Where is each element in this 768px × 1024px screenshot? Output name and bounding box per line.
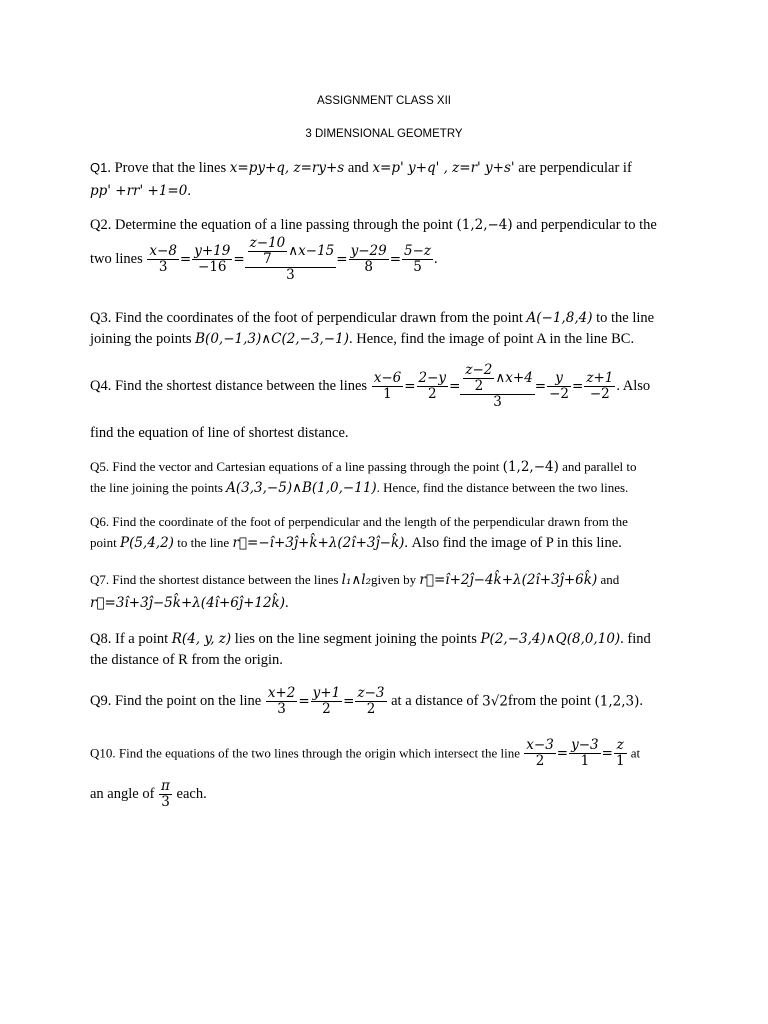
- fraction-part: 2: [366, 701, 376, 717]
- math-expression: R(4, y, z): [171, 631, 232, 647]
- question-text: the distance of R from the origin.: [90, 652, 283, 668]
- math-expression: P(5,4,2): [119, 535, 174, 551]
- fraction-part: 3: [493, 394, 502, 410]
- fraction-part: 2: [322, 701, 331, 717]
- question-7-line-1: [90, 572, 619, 588]
- fraction: [266, 686, 298, 717]
- question-text: are perpendicular if: [514, 160, 632, 176]
- fraction-part: 2: [428, 386, 437, 402]
- fraction: [614, 738, 627, 769]
- question-1-line-2: [90, 183, 191, 200]
- question-text: .: [434, 251, 438, 267]
- fraction: [311, 686, 343, 717]
- math-expression: pp' +rr' +1=0: [90, 183, 188, 199]
- fraction-part: 2−y: [418, 370, 447, 386]
- fraction: [349, 244, 389, 275]
- question-3-line-2: [90, 331, 634, 348]
- question-text: . Also find the image of P in this line.: [404, 535, 622, 551]
- question-text: at a distance of: [387, 693, 483, 709]
- question-text: . Find the shortest distance between the lines: [107, 378, 371, 394]
- fraction-part: y+1: [312, 685, 341, 701]
- fraction: [524, 738, 556, 769]
- question-text: . find: [620, 631, 651, 647]
- question-3-line-1: [90, 310, 654, 327]
- question-text: . Hence, find the image of point A in the line BC.: [348, 331, 635, 347]
- fraction-part: ∧x+4: [495, 370, 533, 386]
- fraction-part: 1: [615, 753, 625, 769]
- question-4-line-2: [90, 425, 349, 442]
- math-expression: x=py+q, z=ry+s: [229, 160, 345, 176]
- fraction: [584, 371, 615, 402]
- fraction-part: z−10: [249, 235, 286, 251]
- question-10-line-2: [90, 779, 207, 810]
- question-text: . Find the equations of the two lines through the origin which intersect the line: [112, 745, 524, 761]
- question-6-line-2: [90, 535, 622, 552]
- question-7-line-2: [90, 595, 289, 612]
- math-expression: (1,2,3): [594, 693, 640, 710]
- question-4-line-1: Q4. Find the shortest distance between the lines $\frac{x-6}{1}$ = $\frac{2-y}{2}$ = $\frac{z-2}{2}$ ∧x+4 3 = $\frac{y}{-2}$ = $\frac{z+1}{-2}$ . Also: [90, 362, 651, 410]
- math-expression: l₁∧l₂: [341, 572, 371, 588]
- fraction-part: x−8: [149, 243, 177, 259]
- question-4-label: Q4: [90, 378, 108, 394]
- question-text: . Find the coordinates of the foot of perpendicular drawn from the point: [107, 310, 527, 326]
- fraction-part: 5: [413, 259, 422, 275]
- fraction-part: 8: [364, 259, 373, 275]
- question-9-label: Q9: [90, 693, 108, 709]
- question-1-label: Q1: [90, 160, 108, 175]
- math-expression: A(−1,8,4): [526, 310, 593, 326]
- fraction-part: 1: [580, 753, 590, 769]
- fraction-part: 2: [474, 378, 484, 394]
- question-text: . Find the point on the line: [107, 693, 265, 709]
- question-text: the line joining the points: [90, 480, 227, 495]
- question-text: to the line: [592, 310, 655, 326]
- question-text: . Hence, find the distance between the two lines.: [376, 480, 629, 495]
- fraction: [355, 686, 386, 717]
- question-10-line-1: Q10. Find the equations of the two lines through the origin which intersect the line $\frac{x-3}{2}$ = $\frac{y-3}{1}$ = $\frac{z}{1}$ at: [90, 737, 641, 769]
- question-8-label: Q8: [90, 631, 108, 647]
- math-expression: r⃗=−î+3ĵ+k̂+λ(2î+3ĵ−k̂): [232, 535, 405, 551]
- question-6-label: Q6: [90, 514, 106, 529]
- fraction-part: 1: [383, 386, 392, 402]
- fraction-part: y−29: [350, 243, 387, 259]
- fraction-part: x−6: [373, 370, 402, 386]
- question-7-label: Q7: [90, 572, 106, 587]
- question-text: . Prove that the lines: [107, 160, 230, 176]
- question-text: an angle of: [90, 786, 159, 802]
- fraction: [417, 371, 449, 402]
- math-expression: (1,2,−4): [456, 217, 513, 233]
- question-6-line-1: [90, 514, 628, 530]
- question-1-line-1: [90, 160, 632, 177]
- fraction-part: z−2: [465, 362, 493, 378]
- question-text: and parallel to: [558, 459, 637, 474]
- question-text: and: [344, 160, 373, 176]
- question-text: . Find the vector and Cartesian equations of a line passing through the point: [105, 459, 503, 474]
- topic-title: 3 DIMENSIONAL GEOMETRY: [305, 128, 463, 140]
- math-expression: (1,2,−4): [502, 459, 559, 475]
- fraction-part: 5−z: [404, 243, 432, 259]
- fraction: [402, 244, 433, 275]
- question-text: from the point: [507, 693, 595, 709]
- math-expression: r⃗=3î+3ĵ−5k̂+λ(4î+6ĵ+12k̂): [90, 595, 286, 611]
- fraction-part: 3: [158, 259, 168, 275]
- question-5-line-1: [90, 459, 636, 475]
- math-expression: 3√2: [482, 693, 508, 710]
- question-text: .: [187, 183, 191, 199]
- fraction-part: 7: [263, 251, 272, 267]
- assignment-title: ASSIGNMENT CLASS XII: [317, 95, 451, 107]
- fraction: [569, 738, 601, 769]
- question-text: given by: [371, 572, 420, 587]
- fraction: [147, 244, 179, 275]
- fraction-part: π: [161, 778, 170, 794]
- fraction-part: x+2: [267, 685, 296, 701]
- question-text: .: [285, 595, 289, 611]
- fraction-part: 3: [286, 267, 295, 283]
- fraction-part: z+1: [586, 370, 614, 386]
- fraction-part: −2: [549, 386, 570, 402]
- question-5-line-2: [90, 480, 628, 496]
- fraction-part: z−3: [357, 685, 385, 701]
- math-expression: x=p' y+q' , z=r' y+s': [372, 160, 515, 176]
- fraction-part: 2: [535, 753, 545, 769]
- question-5-label: Q5: [90, 459, 106, 474]
- fraction-part: z: [614, 738, 627, 754]
- fraction: [192, 244, 232, 275]
- fraction: [159, 779, 172, 810]
- question-text: . Find the shortest distance between the lines: [105, 572, 342, 587]
- question-8-line-2: [90, 652, 283, 669]
- fraction-part: −16: [198, 259, 227, 275]
- question-text: point: [90, 535, 120, 550]
- fraction-part: −2: [589, 386, 610, 402]
- fraction-part: 3: [161, 794, 170, 810]
- nested-fraction: [245, 236, 337, 283]
- fraction-part: y: [547, 371, 571, 387]
- fraction: [547, 371, 571, 402]
- question-text: lies on the line segment joining the points: [231, 631, 481, 647]
- fraction-part: ∧x−15: [288, 243, 335, 259]
- math-expression: B(0,−1,3)∧C(2,−3,−1): [195, 331, 349, 347]
- question-text: at: [627, 745, 641, 761]
- question-text: find the equation of line of shortest distance.: [90, 425, 349, 441]
- fraction-part: x−3: [526, 737, 554, 753]
- question-2-line-1: [90, 217, 657, 234]
- question-text: to the line: [173, 535, 233, 550]
- question-text: . If a point: [107, 631, 172, 647]
- question-text: . Find the coordinate of the foot of perpendicular and the length of the perpendicular drawn from the: [105, 514, 628, 529]
- question-8-line-1: [90, 631, 651, 648]
- question-text: two lines: [90, 251, 147, 267]
- question-2-line-2: two lines $\frac{x-8}{3}$ = $\frac{y+19}{-16}$ = $\frac{z-10}{7}$ ∧x−15 3 = $\frac{y-29}{8}$ = $\frac{5-z}{5}$ .: [90, 235, 438, 283]
- question-text: .: [639, 693, 644, 709]
- math-expression: r⃗=î+2ĵ−4k̂+λ(2î+3ĵ+6k̂): [419, 572, 598, 588]
- question-3-label: Q3: [90, 310, 108, 326]
- math-expression: P(2,−3,4)∧Q(8,0,10): [480, 631, 621, 647]
- question-text: . Determine the equation of a line passing through the point: [107, 217, 457, 233]
- question-9-line-1: Q9. Find the point on the line $\frac{x+2}{3}$ = $\frac{y+1}{2}$ = $\frac{z-3}{2}$ at a distance of 3√2from the point (1,2,3).: [90, 685, 644, 717]
- fraction: [372, 371, 404, 402]
- question-text: and perpendicular to the: [512, 217, 657, 233]
- fraction-part: 3: [277, 701, 286, 717]
- question-text: . Also: [616, 378, 651, 394]
- question-text: joining the points: [90, 331, 196, 347]
- math-expression: A(3,3,−5)∧B(1,0,−11): [226, 480, 377, 496]
- question-text: and: [597, 572, 620, 587]
- fraction-part: y−3: [571, 737, 599, 753]
- question-10-label: Q10: [90, 745, 113, 761]
- fraction-part: y+19: [194, 243, 231, 259]
- nested-fraction: [460, 363, 534, 410]
- question-2-label: Q2: [90, 217, 108, 233]
- question-text: each.: [172, 786, 207, 802]
